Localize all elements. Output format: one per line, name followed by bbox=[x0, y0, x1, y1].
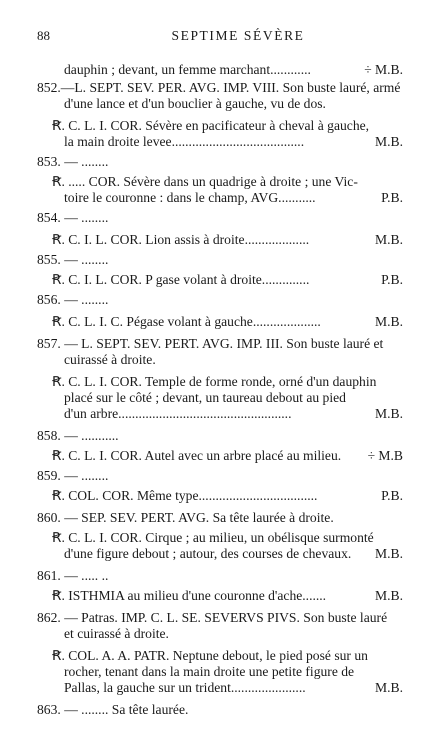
reverse-line: Ꞧ. C. L. I. COR. Cirque ; au milieu, un obélisque surmonté bbox=[52, 530, 374, 545]
entry-854-line: 854. — ........ bbox=[37, 210, 109, 225]
entry-855-line: 855. — ........ bbox=[37, 252, 109, 267]
reverse-line: Ꞧ. C. L. I. COR. Sévère en pacificateur à cheval à gauche, bbox=[52, 118, 370, 133]
line-reference: M.B. bbox=[375, 680, 403, 695]
line-reference: ÷ M.B bbox=[367, 448, 403, 463]
reverse-line: Ꞧ. COL. COR. Même type................................... bbox=[52, 488, 318, 503]
entry-860-line: 860. — SEP. SEV. PERT. AVG. Sa tête laurée à droite. bbox=[37, 510, 334, 525]
catalogue-line: toire le couronne : dans le champ, AVG........... bbox=[64, 190, 316, 205]
reverse-line: Ꞧ. C. L. I. COR. Temple de forme ronde, orné d'un dauphin bbox=[52, 374, 377, 389]
catalogue-line: Pallas, la gauche sur un trident...................... bbox=[64, 680, 306, 695]
line-reference: M.B. bbox=[375, 546, 403, 561]
entry-856-line: 856. — ........ bbox=[37, 292, 109, 307]
line-reference: P.B. bbox=[381, 272, 403, 287]
catalogue-line: d'une figure debout ; autour, des courses de chevaux. bbox=[64, 546, 352, 561]
line-reference: P.B. bbox=[381, 190, 403, 205]
line-reference: M.B. bbox=[375, 134, 403, 149]
catalogue-line: d'un arbre................................................... bbox=[64, 406, 292, 421]
entry-858-line: 858. — ........... bbox=[37, 428, 119, 443]
line-reference: M.B. bbox=[375, 232, 403, 247]
reverse-line: Ꞧ. ..... COR. Sévère dans un quadrige à droite ; une Vic- bbox=[52, 174, 358, 189]
reverse-line: Ꞧ. C. I. L. COR. Lion assis à droite................... bbox=[52, 232, 310, 247]
entry-859-line: 859. — ........ bbox=[37, 468, 109, 483]
entry-862-line: 862. — Patras. IMP. C. L. SE. SEVERVS PIVS. Son buste lauré bbox=[37, 610, 388, 625]
line-reference: P.B. bbox=[381, 488, 403, 503]
running-title: SEPTIME SÉVÈRE bbox=[171, 28, 305, 43]
line-reference: M.B. bbox=[375, 406, 403, 421]
reverse-line: Ꞧ. C. I. L. COR. P gase volant à droite.............. bbox=[52, 272, 310, 287]
catalogue-line: d'une lance et d'un bouclier à gauche, vu de dos. bbox=[64, 96, 326, 111]
catalogue-line: et cuirassé à droite. bbox=[64, 626, 169, 641]
reverse-line: Ꞧ. ISTHMIA au milieu d'une couronne d'ache....... bbox=[52, 588, 327, 603]
catalogue-line: placé sur le côté ; devant, un taureau debout au pied bbox=[64, 390, 346, 405]
reverse-line: Ꞧ. COL. A. A. PATR. Neptune debout, le pied posé sur un bbox=[52, 648, 368, 663]
entry-852-line: 852.—L. SEPT. SEV. PER. AVG. IMP. VIII. Son buste lauré, armé bbox=[37, 80, 401, 95]
catalogue-line: cuirassé à droite. bbox=[64, 352, 156, 367]
entry-863-line: 863. — ........ Sa tête laurée. bbox=[37, 702, 189, 717]
catalogue-line: la main droite levee....................................... bbox=[64, 134, 305, 149]
catalogue-line: dauphin ; devant, un femme marchant............ bbox=[64, 62, 311, 77]
page-number: 88 bbox=[37, 28, 50, 43]
line-reference: ÷ M.B. bbox=[364, 62, 403, 77]
entry-857-line: 857. — L. SEPT. SEV. PERT. AVG. IMP. III. Son buste lauré et bbox=[37, 336, 384, 351]
catalogue-line: rocher, tenant dans la main droite une petite figure de bbox=[64, 664, 355, 679]
line-reference: M.B. bbox=[375, 588, 403, 603]
entry-861-line: 861. — ..... .. bbox=[37, 568, 109, 583]
line-reference: M.B. bbox=[375, 314, 403, 329]
reverse-line: Ꞧ. C. L. I. COR. Autel avec un arbre placé au milieu. bbox=[52, 448, 342, 463]
reverse-line: Ꞧ. C. L. I. C. Pégase volant à gauche.................... bbox=[52, 314, 321, 329]
entry-853-line: 853. — ........ bbox=[37, 154, 109, 169]
